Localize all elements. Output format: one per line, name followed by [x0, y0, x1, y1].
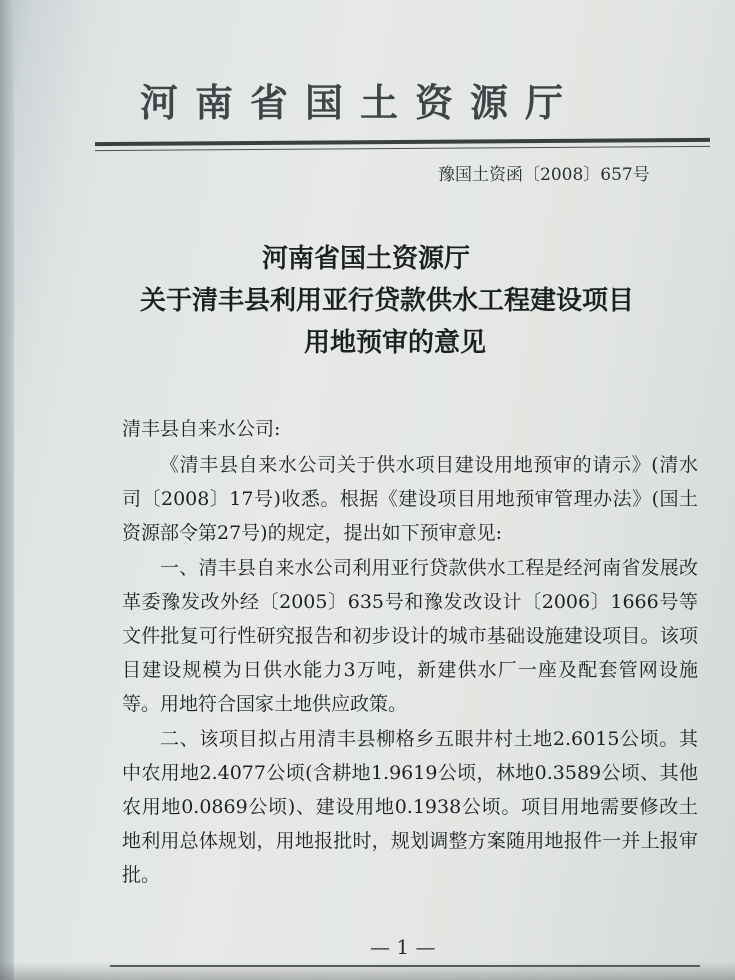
page-shadow-edge — [0, 0, 14, 980]
paragraph-item-1: 一、清丰县自来水公司利用亚行贷款供水工程是经河南省发展改革委豫发改外经〔2005〕635号和豫发改设计〔2006〕1666号等文件批复可行性研究报告和初步设计的城市基础设施建设项目。该项目建设规模为日供水能力3万吨，新建供水厂一座及配套管网设施等。用地符合国家土地供应政策。 — [122, 556, 698, 716]
letterhead-rule-thin — [95, 146, 710, 151]
body-text — [122, 448, 698, 893]
salutation: 清丰县自来水公司: — [122, 418, 281, 440]
paragraph-request: 《清丰县自来水公司关于供水项目建设用地预审的请示》(清水司〔2008〕17号)收悉。根据《建设项目用地预审管理办法》(国土资源部令第27号)的规定，提出如下预审意见: — [122, 454, 698, 545]
page-number: — 1 — — [370, 935, 436, 959]
title-line-2: 关于清丰县利用亚行贷款供水工程建设项目 — [140, 286, 635, 316]
letterhead: 河南省国土资源厅 — [140, 80, 581, 125]
document-number: 豫国土资函〔2008〕657号 — [438, 165, 650, 185]
letterhead-rule — [95, 138, 710, 146]
page-bottom-shadow — [0, 962, 735, 980]
title-line-1: 河南省国土资源厅 — [262, 244, 471, 274]
paragraph-item-2: 二、该项目拟占用清丰县柳格乡五眼井村土地2.6015公顷。其中农用地2.4077公顷(含耕地1.9619公顷，林地0.3589公顷、其他农用地0.0869公顷)、建设用地0.1938公顷。项目用地需要修改土地利用总体规划，用地报批时，规划调整方案随用地报件一并上报审批。 — [122, 727, 698, 887]
title-line-3: 用地预审的意见 — [304, 328, 487, 358]
